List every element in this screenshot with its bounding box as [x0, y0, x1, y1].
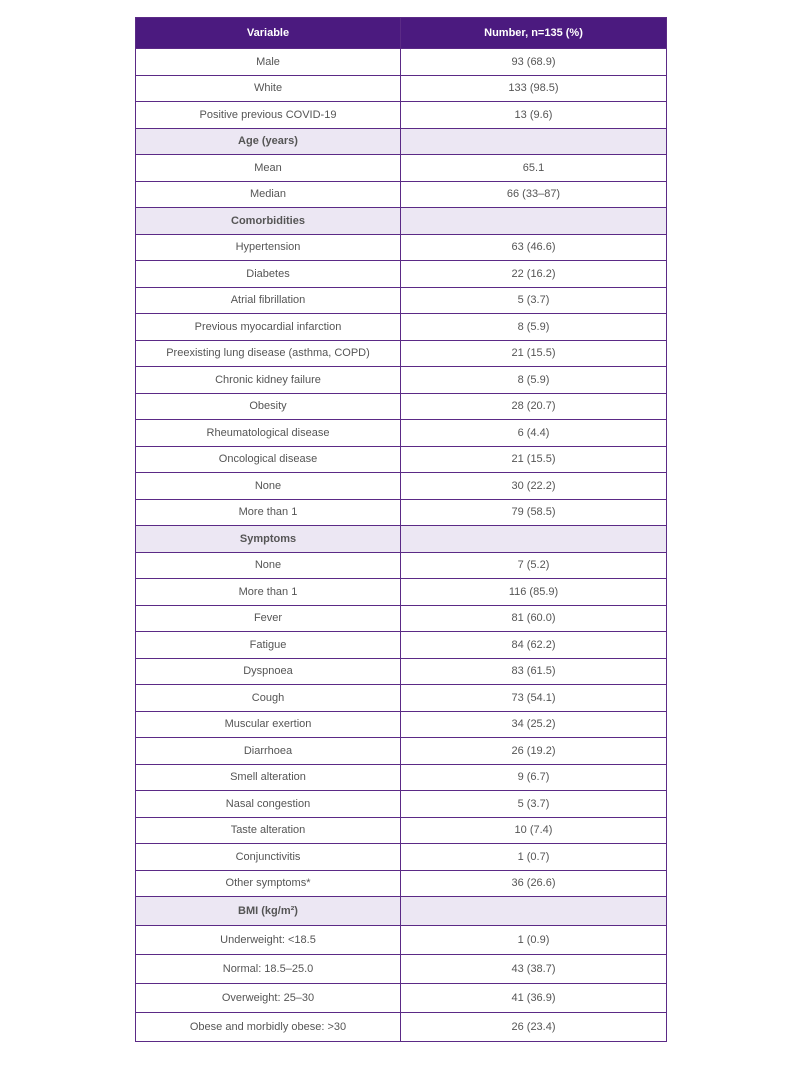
value-cell: 84 (62.2): [401, 632, 667, 659]
value-cell: 133 (98.5): [401, 75, 667, 102]
table-row: [136, 738, 667, 765]
table-row: [136, 955, 667, 984]
table-row: [136, 314, 667, 341]
value-cell: 26 (23.4): [401, 1013, 667, 1042]
variable-cell: Other symptoms*: [136, 870, 401, 897]
variable-cell: Conjunctivitis: [136, 844, 401, 871]
value-cell: 1 (0.7): [401, 844, 667, 871]
header-row: [136, 18, 667, 49]
value-cell: 28 (20.7): [401, 393, 667, 420]
variable-cell: None: [136, 552, 401, 579]
variable-cell: Previous myocardial infarction: [136, 314, 401, 341]
variable-cell: Taste alteration: [136, 817, 401, 844]
value-cell: 8 (5.9): [401, 314, 667, 341]
value-cell: 73 (54.1): [401, 685, 667, 712]
header-number: Number, n=135 (%): [401, 18, 667, 49]
table-row: [136, 552, 667, 579]
value-cell: 7 (5.2): [401, 552, 667, 579]
value-cell: 22 (16.2): [401, 261, 667, 288]
variable-cell: Obesity: [136, 393, 401, 420]
variable-cell: Male: [136, 49, 401, 76]
variable-cell: Chronic kidney failure: [136, 367, 401, 394]
table-row: [136, 340, 667, 367]
table-row: [136, 102, 667, 129]
table-row: [136, 817, 667, 844]
value-cell: 1 (0.9): [401, 926, 667, 955]
value-cell: 116 (85.9): [401, 579, 667, 606]
value-cell: 83 (61.5): [401, 658, 667, 685]
table-row: [136, 579, 667, 606]
table-row: [136, 764, 667, 791]
value-cell: 63 (46.6): [401, 234, 667, 261]
value-cell: 65.1: [401, 155, 667, 182]
table-row: [136, 632, 667, 659]
section-empty-cell: [401, 208, 667, 235]
section-label: Age (years): [136, 128, 401, 155]
value-cell: 93 (68.9): [401, 49, 667, 76]
value-cell: 66 (33–87): [401, 181, 667, 208]
value-cell: 8 (5.9): [401, 367, 667, 394]
variable-cell: Preexisting lung disease (asthma, COPD): [136, 340, 401, 367]
value-cell: 43 (38.7): [401, 955, 667, 984]
variable-cell: Underweight: <18.5: [136, 926, 401, 955]
variable-cell: Rheumatological disease: [136, 420, 401, 447]
value-cell: 10 (7.4): [401, 817, 667, 844]
variable-cell: More than 1: [136, 579, 401, 606]
variable-cell: Atrial fibrillation: [136, 287, 401, 314]
variable-cell: Diarrhoea: [136, 738, 401, 765]
variable-cell: Median: [136, 181, 401, 208]
variable-cell: Fatigue: [136, 632, 401, 659]
table-row: [136, 287, 667, 314]
section-empty-cell: [401, 897, 667, 926]
value-cell: 41 (36.9): [401, 984, 667, 1013]
value-cell: 5 (3.7): [401, 791, 667, 818]
value-cell: 34 (25.2): [401, 711, 667, 738]
table-row: [136, 446, 667, 473]
value-cell: 5 (3.7): [401, 287, 667, 314]
section-row: [136, 208, 667, 235]
value-cell: 36 (26.6): [401, 870, 667, 897]
variable-cell: Positive previous COVID-19: [136, 102, 401, 129]
header-variable: Variable: [136, 18, 401, 49]
value-cell: 9 (6.7): [401, 764, 667, 791]
value-cell: 6 (4.4): [401, 420, 667, 447]
variable-cell: Oncological disease: [136, 446, 401, 473]
table-row: [136, 393, 667, 420]
variable-cell: Nasal congestion: [136, 791, 401, 818]
section-row: [136, 128, 667, 155]
value-cell: 21 (15.5): [401, 340, 667, 367]
variable-cell: White: [136, 75, 401, 102]
table-row: [136, 75, 667, 102]
value-cell: 30 (22.2): [401, 473, 667, 500]
variable-cell: More than 1: [136, 499, 401, 526]
table-row: [136, 685, 667, 712]
table-row: [136, 711, 667, 738]
variable-cell: Dyspnoea: [136, 658, 401, 685]
table-row: [136, 984, 667, 1013]
variable-cell: Mean: [136, 155, 401, 182]
table-row: [136, 926, 667, 955]
variable-cell: None: [136, 473, 401, 500]
table-row: [136, 234, 667, 261]
variable-cell: Diabetes: [136, 261, 401, 288]
section-label: BMI (kg/m²): [136, 897, 401, 926]
table-body: [136, 49, 667, 1042]
section-row: [136, 526, 667, 553]
table-row: [136, 181, 667, 208]
value-cell: 79 (58.5): [401, 499, 667, 526]
table-row: [136, 261, 667, 288]
table-row: [136, 49, 667, 76]
value-cell: 13 (9.6): [401, 102, 667, 129]
characteristics-table: [135, 17, 667, 1042]
variable-cell: Obese and morbidly obese: >30: [136, 1013, 401, 1042]
variable-cell: Fever: [136, 605, 401, 632]
variable-cell: Smell alteration: [136, 764, 401, 791]
table-row: [136, 791, 667, 818]
value-cell: 81 (60.0): [401, 605, 667, 632]
table-row: [136, 605, 667, 632]
table-row: [136, 499, 667, 526]
table-row: [136, 1013, 667, 1042]
table-row: [136, 155, 667, 182]
section-row: [136, 897, 667, 926]
section-empty-cell: [401, 526, 667, 553]
section-label: Comorbidities: [136, 208, 401, 235]
table-row: [136, 844, 667, 871]
table-row: [136, 420, 667, 447]
variable-cell: Normal: 18.5–25.0: [136, 955, 401, 984]
table-row: [136, 367, 667, 394]
table-row: [136, 870, 667, 897]
value-cell: 26 (19.2): [401, 738, 667, 765]
variable-cell: Overweight: 25–30: [136, 984, 401, 1013]
variable-cell: Cough: [136, 685, 401, 712]
value-cell: 21 (15.5): [401, 446, 667, 473]
variable-cell: Muscular exertion: [136, 711, 401, 738]
section-label: Symptoms: [136, 526, 401, 553]
variable-cell: Hypertension: [136, 234, 401, 261]
table-row: [136, 658, 667, 685]
section-empty-cell: [401, 128, 667, 155]
table-row: [136, 473, 667, 500]
